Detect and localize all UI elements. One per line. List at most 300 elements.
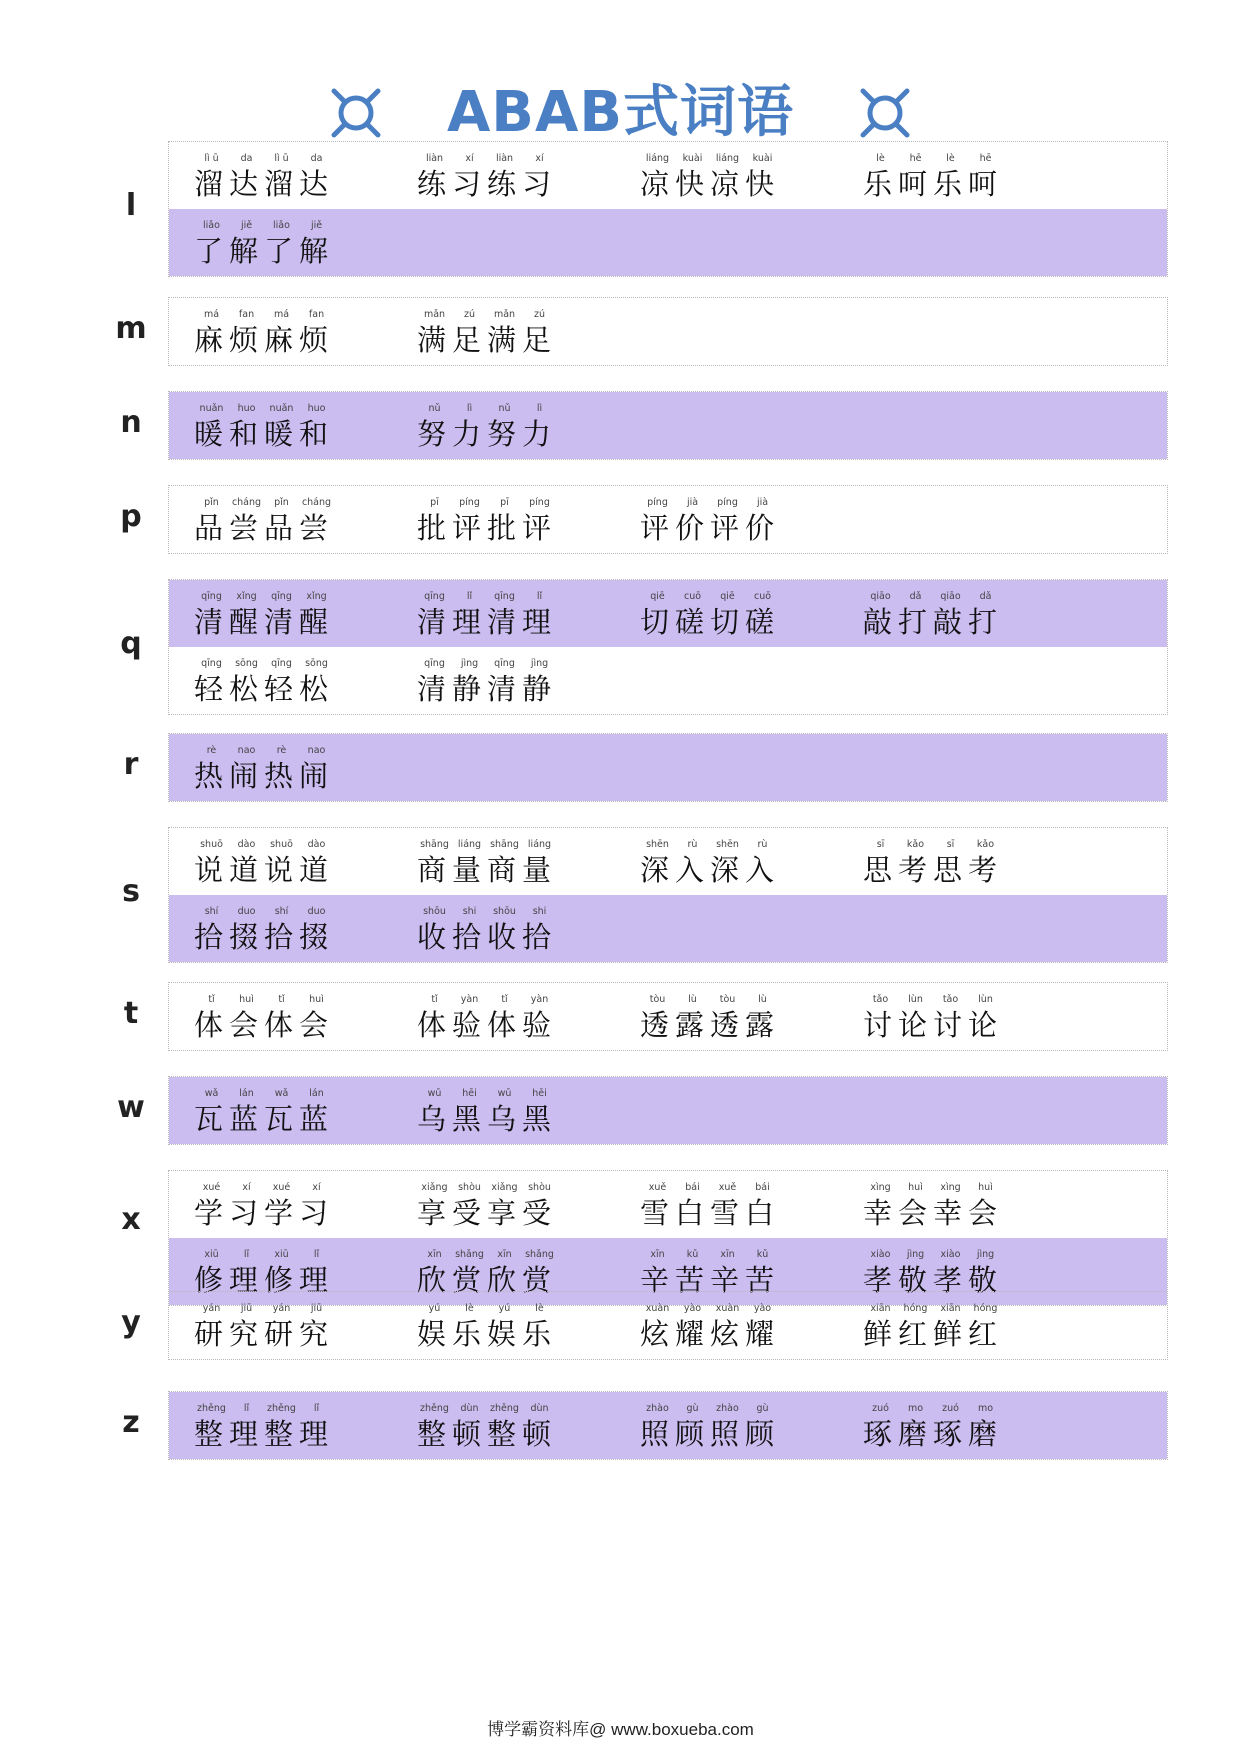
group-y xyxy=(0,1291,1241,1360)
pinyin-syllable: da xyxy=(240,153,253,164)
pinyin-syllable: jìng xyxy=(976,1249,995,1260)
pinyin-syllable: zú xyxy=(463,309,475,320)
chinese-word: 商量商量 xyxy=(417,853,558,887)
pinyin-syllable: lǐ xyxy=(243,1403,250,1414)
word-item xyxy=(853,983,1013,1050)
pinyin-syllable: shōu xyxy=(493,906,516,917)
chinese-word: 乌黑乌黑 xyxy=(417,1102,558,1136)
word-box xyxy=(168,485,1168,554)
pinyin-syllable: lán xyxy=(239,1088,254,1099)
chinese-word: 整理整理 xyxy=(194,1417,335,1451)
pinyin-line xyxy=(194,993,334,1006)
pinyin-line xyxy=(194,219,334,232)
word-item xyxy=(630,1392,790,1459)
pinyin-syllable: zuó xyxy=(872,1403,889,1414)
currency-sign-icon xyxy=(856,84,914,142)
chinese-word: 努力努力 xyxy=(417,417,558,451)
group-r xyxy=(0,733,1241,802)
word-box xyxy=(168,1391,1168,1460)
pinyin-syllable: lǐ xyxy=(313,1403,320,1414)
chinese-word: 幸会幸会 xyxy=(863,1196,1004,1230)
pinyin-syllable: lùn xyxy=(908,994,923,1005)
word-box xyxy=(168,391,1168,460)
word-item xyxy=(407,828,567,895)
pinyin-syllable: xuàn xyxy=(645,1303,670,1314)
pinyin-line xyxy=(417,1181,557,1194)
pinyin-line xyxy=(417,1302,557,1315)
word-item xyxy=(853,828,1013,895)
chinese-word: 炫耀炫耀 xyxy=(640,1317,781,1351)
pinyin-syllable: lè xyxy=(876,153,885,164)
pinyin-syllable: xí xyxy=(242,1182,251,1193)
pinyin-line xyxy=(194,1087,334,1100)
pinyin-syllable: liáng xyxy=(527,839,552,850)
pinyin-syllable: lè xyxy=(946,153,955,164)
pinyin-line xyxy=(417,152,557,165)
word-row xyxy=(169,580,1167,647)
pinyin-line xyxy=(194,1302,334,1315)
pinyin-line xyxy=(194,590,334,603)
pinyin-syllable: qiāo xyxy=(940,591,961,602)
pinyin-syllable: bái xyxy=(755,1182,770,1193)
pinyin-syllable: mǎn xyxy=(493,309,516,320)
pinyin-line xyxy=(194,905,334,918)
word-item xyxy=(184,1171,344,1238)
pinyin-line xyxy=(640,993,780,1006)
pinyin-line xyxy=(194,308,334,321)
pinyin-syllable: sōng xyxy=(305,658,328,669)
pinyin-line xyxy=(417,590,557,603)
chinese-word: 孝敬孝敬 xyxy=(863,1263,1004,1297)
pinyin-syllable: jìng xyxy=(460,658,479,669)
group-q xyxy=(0,579,1241,715)
pinyin-syllable: huì xyxy=(978,1182,993,1193)
word-item xyxy=(184,486,344,553)
word-item xyxy=(407,895,567,962)
pinyin-syllable: xiū xyxy=(204,1249,219,1260)
pinyin-line xyxy=(640,590,780,603)
chinese-word: 讨论讨论 xyxy=(863,1008,1004,1042)
word-item xyxy=(407,298,567,365)
pinyin-syllable: jiě xyxy=(310,220,323,231)
pinyin-syllable: shēn xyxy=(646,839,669,850)
group-letter: r xyxy=(123,746,139,782)
pinyin-syllable: tòu xyxy=(719,994,736,1005)
group-x xyxy=(0,1170,1241,1306)
pinyin-line xyxy=(417,838,557,851)
pinyin-syllable: tǎo xyxy=(942,994,959,1005)
pinyin-syllable: yán xyxy=(202,1303,221,1314)
pinyin-syllable: xuě xyxy=(718,1182,737,1193)
pinyin-syllable: qiē xyxy=(720,591,735,602)
pinyin-syllable: huo xyxy=(237,403,256,414)
pinyin-syllable: dào xyxy=(307,839,326,850)
group-l xyxy=(0,141,1241,277)
pinyin-syllable: zuó xyxy=(942,1403,959,1414)
word-item xyxy=(407,1292,567,1359)
pinyin-syllable: mo xyxy=(907,1403,924,1414)
pinyin-syllable: kǎo xyxy=(906,839,925,850)
word-row xyxy=(169,142,1167,209)
pinyin-line xyxy=(417,993,557,1006)
chinese-word: 暖和暖和 xyxy=(194,417,335,451)
group-z xyxy=(0,1391,1241,1460)
pinyin-syllable: qiē xyxy=(650,591,665,602)
group-letter: n xyxy=(120,404,142,440)
pinyin-syllable: xìng xyxy=(870,1182,891,1193)
word-row xyxy=(169,983,1167,1050)
pinyin-syllable: lè xyxy=(465,1303,474,1314)
word-row xyxy=(169,298,1167,365)
word-row xyxy=(169,1292,1167,1359)
pinyin-syllable: wǎ xyxy=(204,1088,219,1099)
pinyin-syllable: kǔ xyxy=(686,1249,699,1260)
group-letter: q xyxy=(120,626,142,661)
pinyin-syllable: kuài xyxy=(682,153,703,164)
group-n xyxy=(0,391,1241,460)
pinyin-syllable: qīng xyxy=(201,591,222,602)
pinyin-syllable: hóng xyxy=(973,1303,998,1314)
word-item xyxy=(184,209,344,276)
pinyin-syllable: huì xyxy=(309,994,324,1005)
pinyin-syllable: lì xyxy=(536,403,543,414)
pinyin-syllable: lù xyxy=(758,994,767,1005)
chinese-word: 热闹热闹 xyxy=(194,759,335,793)
pinyin-line xyxy=(863,1181,1003,1194)
group-letter: y xyxy=(121,1304,141,1340)
pinyin-line xyxy=(417,496,557,509)
pinyin-line xyxy=(194,496,334,509)
chinese-word: 思考思考 xyxy=(863,853,1004,887)
group-s xyxy=(0,827,1241,963)
pinyin-syllable: fan xyxy=(238,309,255,320)
pinyin-syllable: xí xyxy=(465,153,474,164)
pinyin-line xyxy=(194,657,334,670)
pinyin-syllable: xīn xyxy=(650,1249,665,1260)
pinyin-syllable: rù xyxy=(757,839,768,850)
pinyin-line xyxy=(640,1248,780,1261)
pinyin-syllable: qīng xyxy=(424,658,445,669)
pinyin-syllable: xiǎng xyxy=(491,1182,518,1193)
chinese-word: 了解了解 xyxy=(194,234,335,268)
word-item xyxy=(853,1392,1013,1459)
chinese-word: 轻松轻松 xyxy=(194,672,335,706)
group-letter: z xyxy=(122,1404,140,1440)
pinyin-line xyxy=(417,1402,557,1415)
pinyin-syllable: má xyxy=(203,309,220,320)
word-item xyxy=(630,1292,790,1359)
pinyin-syllable: hēi xyxy=(532,1088,547,1099)
pinyin-line xyxy=(417,402,557,415)
word-item xyxy=(630,983,790,1050)
pinyin-syllable: lì ū xyxy=(274,153,289,164)
chinese-word: 乐呵乐呵 xyxy=(863,167,1004,201)
pinyin-syllable: gù xyxy=(686,1403,699,1414)
pinyin-syllable: nǔ xyxy=(498,403,511,414)
pinyin-line xyxy=(640,1402,780,1415)
pinyin-syllable: tǐ xyxy=(431,994,438,1005)
pinyin-syllable: píng xyxy=(647,497,668,508)
pinyin-syllable: lì ū xyxy=(204,153,219,164)
pinyin-syllable: píng xyxy=(459,497,480,508)
chinese-word: 享受享受 xyxy=(417,1196,558,1230)
chinese-word: 凉快凉快 xyxy=(640,167,781,201)
pinyin-syllable: duo xyxy=(237,906,256,917)
pinyin-syllable: qīng xyxy=(494,658,515,669)
pinyin-syllable: jiě xyxy=(240,220,253,231)
pinyin-syllable: lǐ xyxy=(243,1249,250,1260)
pinyin-syllable: hē xyxy=(909,153,922,164)
word-row xyxy=(169,486,1167,553)
pinyin-line xyxy=(417,1248,557,1261)
pinyin-syllable: wǎ xyxy=(274,1088,289,1099)
pinyin-syllable: huì xyxy=(239,994,254,1005)
pinyin-syllable: dǎ xyxy=(909,591,922,602)
pinyin-syllable: liàn xyxy=(495,153,514,164)
word-item xyxy=(184,142,344,209)
pinyin-syllable: hē xyxy=(979,153,992,164)
pinyin-syllable: yào xyxy=(753,1303,772,1314)
pinyin-syllable: tǎo xyxy=(872,994,889,1005)
pinyin-syllable: xué xyxy=(202,1182,221,1193)
pinyin-syllable: yàn xyxy=(460,994,479,1005)
pinyin-syllable: jìng xyxy=(530,658,549,669)
chinese-word: 说道说道 xyxy=(194,853,335,887)
pinyin-syllable: hēi xyxy=(462,1088,477,1099)
pinyin-syllable: tǐ xyxy=(278,994,285,1005)
pinyin-syllable: lǐ xyxy=(466,591,473,602)
pinyin-syllable: kǔ xyxy=(756,1249,769,1260)
word-box xyxy=(168,1291,1168,1360)
pinyin-syllable: zhěng xyxy=(267,1403,296,1414)
pinyin-syllable: huì xyxy=(908,1182,923,1193)
chinese-word: 瓦蓝瓦蓝 xyxy=(194,1102,335,1136)
pinyin-syllable: tǐ xyxy=(501,994,508,1005)
pinyin-syllable: shí xyxy=(274,906,289,917)
pinyin-syllable: nǔ xyxy=(428,403,441,414)
pinyin-syllable: xǐng xyxy=(306,591,327,602)
pinyin-syllable: dùn xyxy=(530,1403,549,1414)
pinyin-syllable: lì xyxy=(466,403,473,414)
pinyin-line xyxy=(417,1087,557,1100)
pinyin-syllable: shāng xyxy=(420,839,449,850)
pinyin-line xyxy=(640,838,780,851)
pinyin-syllable: pī xyxy=(500,497,509,508)
pinyin-syllable: cháng xyxy=(301,497,332,508)
chinese-word: 拾掇拾掇 xyxy=(194,920,335,954)
chinese-word: 琢磨琢磨 xyxy=(863,1417,1004,1451)
word-item xyxy=(184,1392,344,1459)
pinyin-syllable: zhěng xyxy=(490,1403,519,1414)
pinyin-syllable: lù xyxy=(688,994,697,1005)
pinyin-line xyxy=(863,590,1003,603)
word-item xyxy=(407,142,567,209)
word-box xyxy=(168,141,1168,277)
pinyin-syllable: dǎ xyxy=(979,591,992,602)
chinese-word: 体验体验 xyxy=(417,1008,558,1042)
word-item xyxy=(407,580,567,647)
pinyin-syllable: xìng xyxy=(940,1182,961,1193)
pinyin-syllable: wū xyxy=(427,1088,442,1099)
currency-sign-icon xyxy=(327,84,385,142)
word-row xyxy=(169,895,1167,962)
pinyin-syllable: jiū xyxy=(240,1303,253,1314)
pinyin-line xyxy=(194,1248,334,1261)
pinyin-syllable: qīng xyxy=(494,591,515,602)
word-item xyxy=(407,486,567,553)
pinyin-syllable: gù xyxy=(756,1403,769,1414)
chinese-word: 收拾收拾 xyxy=(417,920,558,954)
word-box xyxy=(168,827,1168,963)
pinyin-syllable: qiāo xyxy=(870,591,891,602)
pinyin-syllable: lùn xyxy=(978,994,993,1005)
chinese-word: 整顿整顿 xyxy=(417,1417,558,1451)
pinyin-syllable: lè xyxy=(535,1303,544,1314)
pinyin-syllable: xiū xyxy=(274,1249,289,1260)
word-item xyxy=(184,983,344,1050)
word-box xyxy=(168,1170,1168,1306)
pinyin-syllable: zhào xyxy=(716,1403,739,1414)
word-row xyxy=(169,209,1167,276)
chinese-word: 评价评价 xyxy=(640,511,781,545)
pinyin-line xyxy=(640,1302,780,1315)
pinyin-syllable: qīng xyxy=(271,658,292,669)
pinyin-line xyxy=(417,308,557,321)
pinyin-syllable: má xyxy=(273,309,290,320)
pinyin-syllable: xīn xyxy=(427,1249,442,1260)
pinyin-syllable: dào xyxy=(237,839,256,850)
pinyin-line xyxy=(863,1302,1003,1315)
group-p xyxy=(0,485,1241,554)
word-item xyxy=(184,734,344,801)
pinyin-syllable: rè xyxy=(276,745,287,756)
pinyin-syllable: tòu xyxy=(649,994,666,1005)
word-item xyxy=(630,142,790,209)
pinyin-syllable: zhěng xyxy=(197,1403,226,1414)
chinese-word: 清醒清醒 xyxy=(194,605,335,639)
word-item xyxy=(184,1077,344,1144)
pinyin-syllable: shǎng xyxy=(525,1249,554,1260)
chinese-word: 辛苦辛苦 xyxy=(640,1263,781,1297)
chinese-word: 满足满足 xyxy=(417,323,558,357)
group-letter: l xyxy=(125,188,137,223)
word-item xyxy=(184,392,344,459)
word-item xyxy=(407,647,567,714)
pinyin-syllable: qīng xyxy=(271,591,292,602)
pinyin-line xyxy=(194,1181,334,1194)
pinyin-syllable: yú xyxy=(428,1303,441,1314)
pinyin-syllable: cuō xyxy=(683,591,702,602)
pinyin-syllable: cháng xyxy=(231,497,262,508)
chinese-word: 清理清理 xyxy=(417,605,558,639)
pinyin-syllable: yán xyxy=(272,1303,291,1314)
page-title: ABAB式词语 xyxy=(446,80,795,145)
word-item xyxy=(407,1392,567,1459)
pinyin-syllable: rè xyxy=(206,745,217,756)
word-item xyxy=(853,1171,1013,1238)
chinese-word: 鲜红鲜红 xyxy=(863,1317,1004,1351)
pinyin-syllable: xīn xyxy=(720,1249,735,1260)
chinese-word: 学习学习 xyxy=(194,1196,335,1230)
pinyin-syllable: shi xyxy=(532,906,547,917)
pinyin-syllable: zú xyxy=(533,309,545,320)
group-w xyxy=(0,1076,1241,1145)
group-letter: p xyxy=(120,498,142,534)
chinese-word: 敲打敲打 xyxy=(863,605,1004,639)
pinyin-line xyxy=(640,496,780,509)
word-item xyxy=(184,1292,344,1359)
word-item xyxy=(630,580,790,647)
pinyin-syllable: shuō xyxy=(270,839,293,850)
pinyin-syllable: pī xyxy=(430,497,439,508)
pinyin-syllable: xiān xyxy=(870,1303,891,1314)
word-item xyxy=(184,647,344,714)
pinyin-syllable: nao xyxy=(237,745,256,756)
word-row xyxy=(169,1077,1167,1144)
pinyin-syllable: qīng xyxy=(424,591,445,602)
word-row xyxy=(169,1392,1167,1459)
pinyin-syllable: huo xyxy=(307,403,326,414)
pinyin-syllable: liǎo xyxy=(203,220,220,231)
pinyin-syllable: fan xyxy=(308,309,325,320)
pinyin-syllable: shòu xyxy=(458,1182,481,1193)
chinese-word: 雪白雪白 xyxy=(640,1196,781,1230)
pinyin-syllable: shǎng xyxy=(455,1249,484,1260)
pinyin-syllable: nuǎn xyxy=(199,403,224,414)
pinyin-syllable: xí xyxy=(312,1182,321,1193)
chinese-word: 切磋切磋 xyxy=(640,605,781,639)
pinyin-syllable: lǐ xyxy=(536,591,543,602)
group-letter: m xyxy=(115,310,147,346)
pinyin-syllable: xiān xyxy=(940,1303,961,1314)
word-item xyxy=(184,828,344,895)
pinyin-syllable: xuě xyxy=(648,1182,667,1193)
chinese-word: 深入深入 xyxy=(640,853,781,887)
pinyin-syllable: shāng xyxy=(490,839,519,850)
word-item xyxy=(630,486,790,553)
group-letter: s xyxy=(122,874,140,909)
pinyin-syllable: tǐ xyxy=(208,994,215,1005)
pinyin-syllable: píng xyxy=(717,497,738,508)
pinyin-syllable: hóng xyxy=(903,1303,928,1314)
word-item xyxy=(184,298,344,365)
pinyin-syllable: pǐn xyxy=(204,497,219,508)
pinyin-syllable: kǎo xyxy=(976,839,995,850)
pinyin-syllable: xiǎng xyxy=(421,1182,448,1193)
pinyin-syllable: xí xyxy=(535,153,544,164)
pinyin-syllable: xuàn xyxy=(715,1303,740,1314)
pinyin-syllable: dùn xyxy=(460,1403,479,1414)
pinyin-syllable: sī xyxy=(946,839,955,850)
chinese-word: 修理修理 xyxy=(194,1263,335,1297)
word-box xyxy=(168,579,1168,715)
pinyin-syllable: qīng xyxy=(201,658,222,669)
group-letter: x xyxy=(121,1202,141,1237)
pinyin-syllable: zhào xyxy=(646,1403,669,1414)
pinyin-syllable: nao xyxy=(307,745,326,756)
chinese-word: 练习练习 xyxy=(417,167,558,201)
pinyin-syllable: shòu xyxy=(528,1182,551,1193)
pinyin-line xyxy=(194,152,334,165)
pinyin-line xyxy=(863,1248,1003,1261)
chinese-word: 批评批评 xyxy=(417,511,558,545)
pinyin-syllable: rù xyxy=(687,839,698,850)
word-item xyxy=(407,983,567,1050)
pinyin-line xyxy=(863,1402,1003,1415)
pinyin-syllable: shuō xyxy=(200,839,223,850)
word-row xyxy=(169,1171,1167,1238)
word-item xyxy=(853,1292,1013,1359)
